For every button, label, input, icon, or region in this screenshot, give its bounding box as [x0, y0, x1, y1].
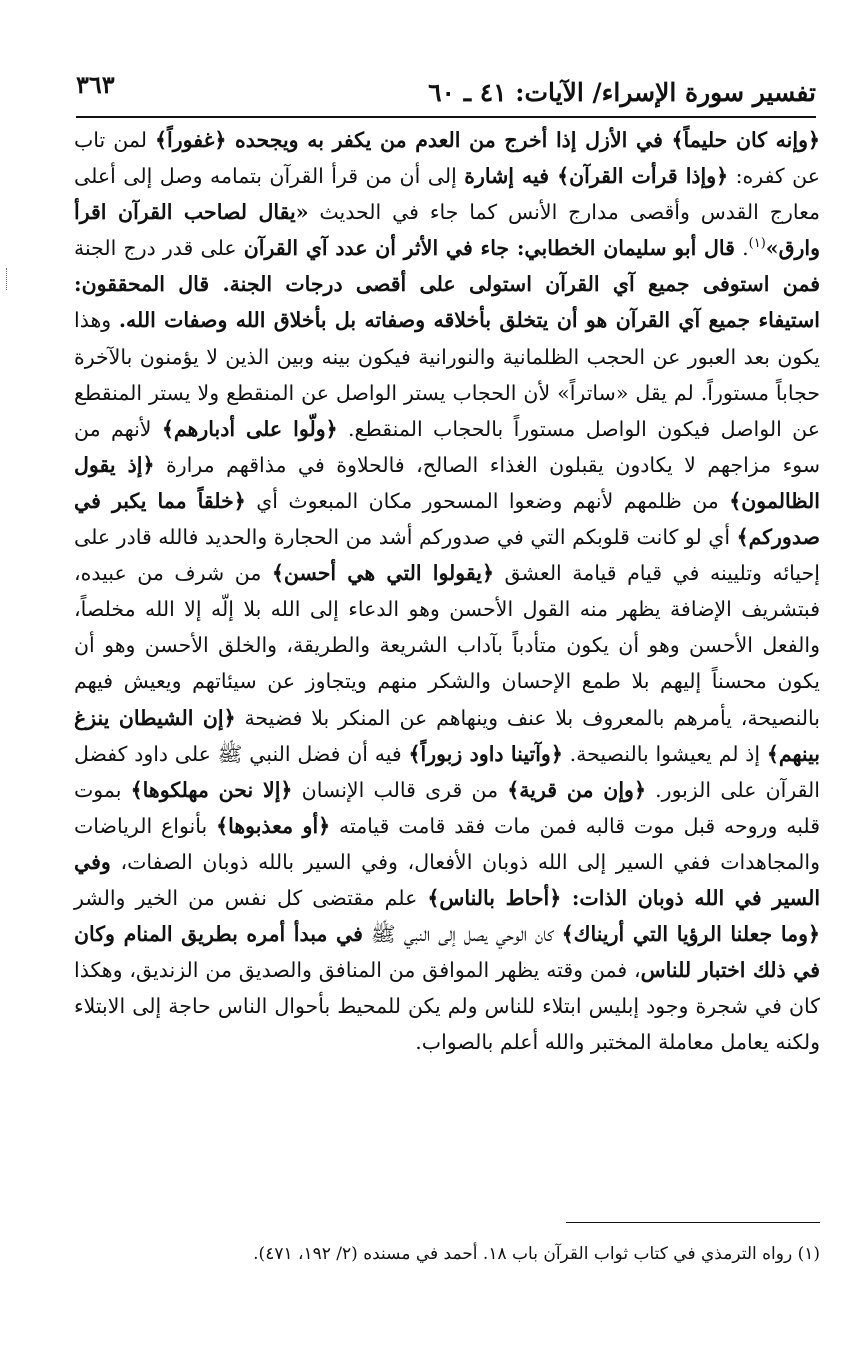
text-segment: إلى أن من قرأ القرآن بتمامه وصل إلى أعلى معارج القدس وأقصى مدارج الأنس كما جاء في الحديث: [74, 164, 820, 225]
text-segment: لمن تاب عن كفره:: [74, 128, 820, 189]
footnote-reference: (١): [748, 236, 766, 252]
bold-quote-segment: قال أبو سليمان الخطابي: جاء في الأثر أن عدد آي القرآن: [243, 236, 735, 261]
body-text: [74, 122, 820, 1060]
text-segment: أي لو كانت قلوبكم التي في صدوركم أشد من الحجارة والحديد فالله قادر على إحيائه وتليينه في قيام قيامة العشق: [74, 525, 820, 586]
text-segment: من شرف من عبيده، فبتشريف الإضافة يظهر منه القول الأحسن وهو الدعاء إلى الله بلا إلّه إلا الله مخلصاً، والفعل الأحسن وهو أن يكون متأدباً بآداب الشريعة والطريقة، والخلق الأحسن وهو أن يكون محسناً إليهم بلا طمع الإحسان والشكر منهم ويتجاوز عن سيئاتهم ويعيش فيهم بالنصيحة، يأمرهم بالمعروف بلا عنف وينهاهم عن المنكر بلا فضيحة: [74, 561, 820, 730]
text-segment: على قدر درج الجنة: [74, 236, 244, 261]
text-segment: وهذا يكون بعد العبور عن الحجب الظلمانية والنورانية فيكون بينه وبين الذين لا يؤمنون بالآخرة حجاباً مستوراً. لم يقل «ساتراً» لأن الحجاب يستر الواصل عن المنقطع ولا يستر المنقطع عن الواصل فيكون الواصل مستوراً بالحجاب المنقطع.: [74, 308, 821, 441]
bold-quote-segment: ﴿وإن من قرية﴾: [507, 777, 646, 802]
bold-quote-segment: «يقال لصاحب القرآن اقرأ وارق»: [74, 200, 820, 261]
page-header: [76, 64, 816, 114]
margin-mark: [6, 268, 9, 290]
bold-quote-segment: ﴿وآتينا داود زبوراً﴾: [408, 741, 563, 766]
bold-quote-segment: ﴿خلقاً مما يكبر في صدوركم﴾: [74, 488, 820, 550]
bold-quote-segment: فمن استوفى جميع آي القرآن استولى على أقصى درجات الجنة. قال المحققون: استيفاء جميع آي القرآن هو أن يتخلق بأخلاقه وصفاته بل بأخلاق الله وصفات الله.: [74, 272, 820, 333]
text-segment: من ظلمهم لأنهم وضعوا المسحور مكان المبعوث أي: [245, 488, 730, 513]
text-segment: من قرى قالب الإنسان: [292, 777, 508, 802]
footnote-separator: [566, 1222, 820, 1223]
bold-quote-segment: ﴿إن الشيطان ينزغ بينهم﴾: [74, 705, 820, 766]
page-number: ٣٦٣: [76, 70, 115, 99]
footnote: (١) رواه الترمذي في كتاب ثواب القرآن باب ١٨. أحمد في مسنده (٢/ ١٩٢، ٤٧١).: [253, 1244, 820, 1264]
bold-quote-segment: ﴿أو معذبوها﴾: [216, 813, 331, 838]
bold-quote-segment: ﴿ولّوا على أدبارهم﴾: [161, 416, 338, 441]
text-segment: بأنواع الرياضات والمجاهدات ففي السير إلى الله ذوبان الأفعال، وفي السير بالله ذوبان الصفات،: [74, 813, 820, 874]
bold-quote-segment: في مبدأ أمره بطريق المنام وكان في ذلك اختبار للناس: [74, 922, 820, 983]
text-segment: .: [734, 236, 749, 261]
header-rule: [76, 116, 816, 118]
bold-quote-segment: ﴿يقولوا التي هي أحسن﴾: [271, 561, 494, 586]
running-title: تفسير سورة الإسراء/ الآيات: ٤١ ـ ٦٠: [428, 78, 816, 107]
text-segment: فيه أن فضل النبي ﷺ على داود كفضل القرآن على الزبور.: [74, 741, 820, 802]
text-segment: علم مقتضى كل نفس من الخير والشر: [74, 885, 428, 910]
body-paragraph: [74, 122, 820, 1060]
bold-quote-segment: ﴿إلا نحن مهلكوها﴾: [130, 777, 293, 802]
bold-quote-segment: ﴿وما جعلنا الرؤيا التي أريناك﴾: [561, 922, 820, 947]
bold-quote-segment: ﴿إذ يقول الظالمون﴾: [74, 452, 820, 513]
text-segment: ، فمن وقته يظهر الموافق من المنافق والصديق من الزنديق، وهكذا كان في شجرة وجود إبليس ابتلاء للناس ولم يكن للمحيط بأحوال الناس حاجة إلى الابتلاء ولكنه يعامل معاملة المختبر والله أعلم بالصواب.: [74, 958, 820, 1055]
text-segment: لأنهم من سوء مزاجهم لا يكادون يقبلون الغذاء الصالح، فالحلاوة في مذاقهم مرارة: [74, 416, 820, 477]
text-segment: بموت قلبه وروحه قبل موت قالبه فمن مات فقد قامت قيامته: [74, 777, 820, 838]
text-segment: إذ لم يعيشوا بالنصيحة.: [562, 741, 767, 766]
bold-quote-segment: وفي السير في الله ذوبان الذات: ﴿أحاط بالناس﴾: [74, 849, 821, 910]
bold-quote-segment: ﴿وإنه كان حليماً﴾ في الأزل إذا أخرج من العدم من يكفر به ويجحده ﴿غفوراً﴾: [155, 128, 820, 152]
bold-quote-segment: ﴿وإذا قرأت القرآن﴾ فيه إشارة: [464, 164, 729, 189]
text-segment: كان الوحي يصل إلى النبي ﷺ: [362, 922, 562, 947]
